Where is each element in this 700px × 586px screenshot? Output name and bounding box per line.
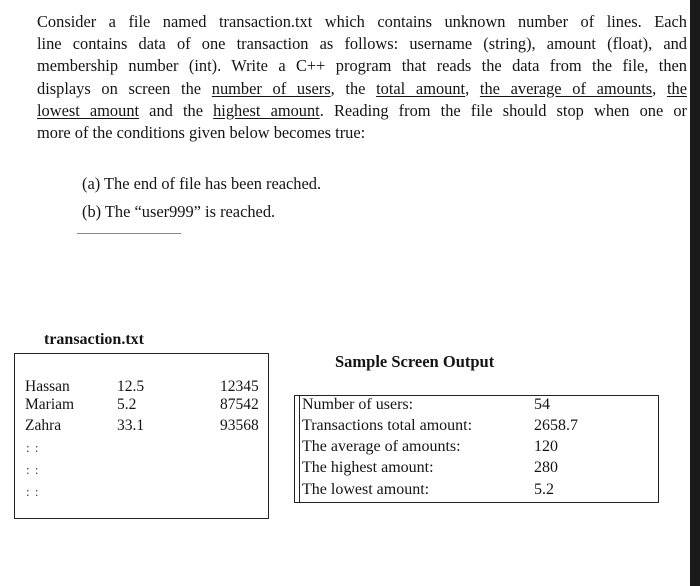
statement-line-3: membership number (int). Write a C++ program that reads the data from the file, then [37,56,687,76]
condition-a: (a) The end of file has been reached. [82,174,322,193]
file-id-3: 93568 [220,417,259,434]
average-of-amounts-term: the average of amounts [479,78,653,98]
text-fragment: , [465,78,480,98]
output-label-average: The average of amounts: [302,438,461,455]
text-fragment: , the [330,78,377,98]
file-name-1: Hassan [25,378,70,395]
output-label-total: Transactions total amount: [302,417,473,434]
divider [77,233,181,234]
statement-line-5 [37,100,687,122]
file-ellipsis-1: : : [26,440,40,455]
output-value-users: 54 [534,396,550,413]
number-of-users-term: number of users [211,78,331,98]
page-edge-shadow [690,0,700,586]
file-name-3: Zahra [25,417,62,434]
file-id-1: 12345 [220,378,259,395]
file-amount-3: 33.1 [117,417,145,434]
highest-amount-term: highest amount [213,100,320,120]
lowest-amount-term: lowest amount [37,100,140,120]
problem-statement [37,11,687,144]
statement-line-6: more of the conditions given below becomes true: [37,123,366,143]
file-name-2: Mariam [25,396,75,413]
text-fragment: , [652,78,667,98]
output-label-highest: The highest amount: [302,459,434,476]
output-label-users: Number of users: [302,396,414,413]
total-amount-term: total amount [376,78,466,98]
file-id-2: 87542 [220,396,259,413]
statement-line-1: Consider a file named transaction.txt which contains unknown number of lines. Each [37,12,687,31]
text-fragment: displays on screen the [37,78,212,98]
the-term: the [666,78,687,98]
file-title: transaction.txt [44,331,144,348]
file-ellipsis-3: : : [26,484,40,499]
output-title: Sample Screen Output [335,352,495,371]
output-label-lowest: The lowest amount: [302,481,430,498]
text-fragment: . Reading from the file should stop when one or [319,100,688,120]
text-fragment: and the [139,100,214,120]
condition-b: (b) The “user999” is reached. [82,202,276,221]
statement-line-2: line contains data of one transaction as follows: username (string), amount (float), and [37,34,687,54]
file-ellipsis-2: : : [26,462,40,477]
output-value-total: 2658.7 [534,417,578,434]
output-value-lowest: 5.2 [534,481,554,498]
statement-line-4 [37,78,687,100]
file-amount-1: 12.5 [117,378,145,395]
output-value-average: 120 [534,438,558,455]
file-amount-2: 5.2 [117,396,137,413]
output-value-highest: 280 [534,459,558,476]
